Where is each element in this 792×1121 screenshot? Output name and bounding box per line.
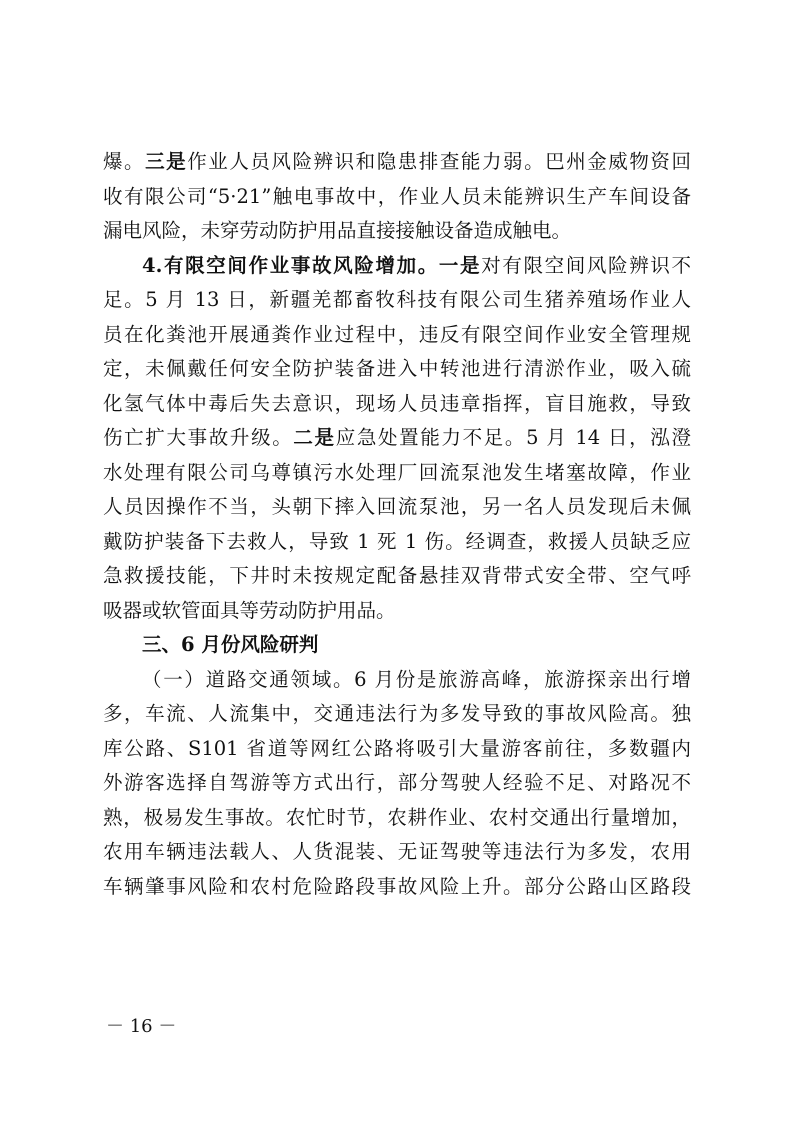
text-line: [103, 594, 691, 629]
text-run: 对有限空间风险辨识不: [481, 253, 691, 277]
text-run: 外游客选择自驾游等方式出行，部分驾驶人经验不足、对路况不: [103, 771, 691, 794]
page-number: － 16 －: [106, 1016, 177, 1037]
bold-text: 二是: [293, 426, 336, 449]
text-run: 定，未佩戴任何安全防护装备进入中转池进行清淤作业，吸入硫: [103, 357, 691, 380]
text-run: 熟，极易发生事故。农忙时节，农耕作业、农村交通出行量增加，: [103, 805, 691, 829]
text-run: 吸器或软管面具等劳动防护用品。: [103, 598, 396, 622]
text-line: [103, 490, 691, 525]
bold-text: 一是: [438, 253, 482, 277]
text-run: 多，车流、人流集中，交通违法行为多发导致的事故风险高。独: [103, 702, 691, 725]
text-line: [103, 766, 691, 801]
text-line: [103, 145, 691, 180]
text-run: （一）道路交通领域。6 月份是旅游高峰，旅游探亲出行增: [142, 667, 691, 691]
text-line: [103, 180, 691, 215]
text-run: 足。5 月 13 日，新疆羌都畜牧科技有限公司生猪养殖场作业人: [103, 288, 691, 311]
text-run: 车辆肇事风险和农村危险路段事故风险上升。部分公路山区路段: [103, 874, 691, 898]
text-line: [103, 214, 691, 249]
text-line: [103, 697, 691, 732]
text-run: 漏电风险，未穿劳动防护用品直接接触设备造成触电。: [103, 219, 572, 242]
text-run: 化氢气体中毒后失去意识，现场人员违章指挥，盲目施救，导致: [103, 391, 691, 415]
text-run: 农用车辆违法载人、人货混装、无证驾驶等违法行为多发，农用: [103, 840, 691, 863]
bold-text: 三、6 月份风险研判: [142, 633, 319, 656]
text-run: 急救援技能，下井时未按规定配备悬挂双背带式安全带、空气呼: [103, 564, 691, 587]
text-line: [103, 525, 691, 560]
text-run: 收有限公司“5·21”触电事故中，作业人员未能辨识生产车间设备: [103, 184, 691, 208]
text-run: 员在化粪池开展通粪作业过程中，违反有限空间作业安全管理规: [103, 322, 691, 346]
text-run: 作业人员风险辨识和隐患排查能力弱。巴州金威物资回: [187, 150, 691, 173]
text-run: 伤亡扩大事故升级。: [103, 426, 294, 449]
text-run: 库公路、S101 省道等网红公路将吸引大量游客前往，多数疆内: [103, 736, 691, 760]
text-line: [103, 732, 691, 767]
text-line: [103, 421, 691, 456]
text-line: [103, 559, 691, 594]
text-line: [103, 628, 691, 663]
text-run: 人员因操作不当，头朝下摔入回流泵池，另一名人员发现后未佩: [103, 495, 691, 518]
bold-text: 三是: [145, 150, 188, 173]
text-line: [103, 283, 691, 318]
bold-text: 4.有限空间作业事故风险增加。: [142, 253, 439, 277]
text-run: 爆。: [103, 150, 146, 173]
text-run: 水处理有限公司乌尊镇污水处理厂回流泵池发生堵塞故障，作业: [103, 460, 691, 484]
text-line: [103, 387, 691, 422]
text-line: [103, 318, 691, 353]
text-run: 应急处置能力不足。5 月 14 日，泓澄: [335, 426, 691, 449]
body-text: [103, 145, 691, 904]
text-line: [103, 249, 691, 284]
text-line: [103, 663, 691, 698]
text-line: [103, 352, 691, 387]
text-line: [103, 870, 691, 905]
text-line: [103, 801, 691, 836]
text-line: [103, 456, 691, 491]
text-line: [103, 835, 691, 870]
text-run: 戴防护装备下去救人，导致 1 死 1 伤。经调查，救援人员缺乏应: [103, 529, 691, 553]
